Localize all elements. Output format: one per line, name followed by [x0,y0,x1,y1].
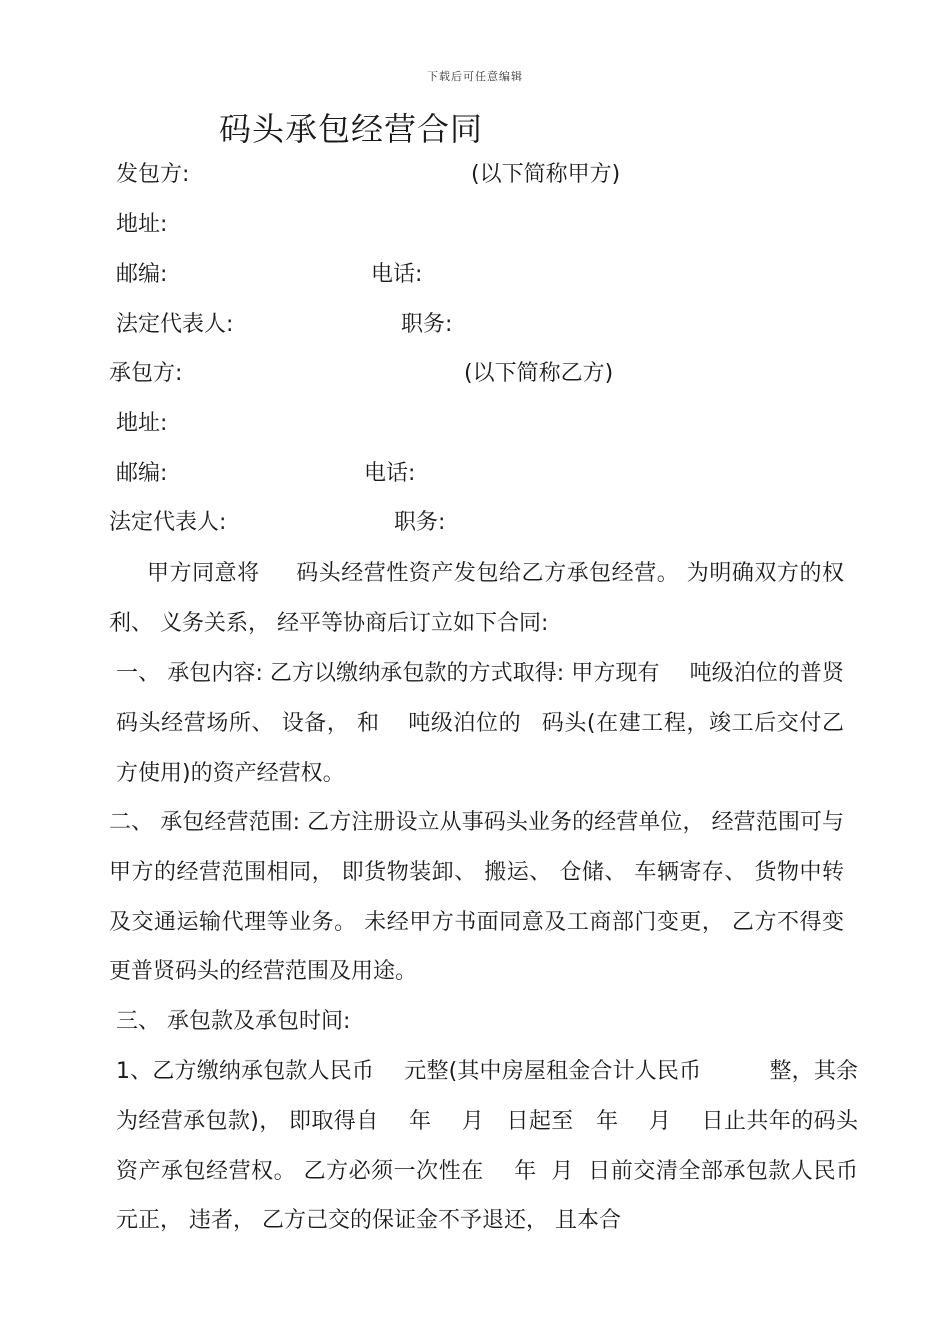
s3-text-b: 元整(其中房屋租金合计人民币 [404,1059,702,1084]
intro-text-2: 码头经营性资产发包给乙方承包经营。 为明确双方的权利、 义务关系， 经平等协商后订立如下合同: [109,561,844,636]
party-a-position-label: 职务: [401,312,453,337]
section-1-text-d: 码头(在建工程，竣工后交付乙方使用)的资产经营权。 [116,710,844,786]
party-a-rep-label: 法定代表人: [116,312,234,337]
party-b-postcode-label: 邮编: [116,461,168,486]
party-b-address-label: 地址: [116,411,168,436]
party-a-abbr: (以下简称甲方) [471,162,621,187]
section-2-paragraph: 二、 承包经营范围: 乙方注册设立从事码头业务的经营单位， 经营范围可与甲方的经营范围相同， 即货物装卸、 搬运、 仓储、 车辆寄存、 货物中转及交通运输代理等业务。 未经甲方书面同意及工商部门变更， 乙方不得变更普贤码头的经营范围及用途。 [109,810,844,985]
s3-text-d: 其余为经营承包款)， 即取得自 [116,1059,858,1134]
party-b-phone-label: 电话: [364,461,416,486]
section-1-paragraph [109,649,844,798]
section-3-item-1 [109,1047,858,1246]
s3-text-e: 年 [408,1108,432,1134]
s3-text-l: 年 [513,1158,537,1184]
party-a-phone-label: 电话: [371,262,423,287]
s3-text-h: 年 [595,1108,619,1134]
header-note: 下载后可任意编辑 [427,70,523,83]
s3-text-k: 年的码头资产承包经营权。 乙方必须一次性在 [116,1108,858,1184]
s3-text-g: 日起至 [506,1108,574,1134]
intro-paragraph [109,549,844,649]
section-3-title: 三、 承包款及承包时间: [116,1009,351,1034]
party-b-abbr: (以下简称乙方) [464,361,614,386]
section-1-text-a: 一、 承包内容: 乙方以缴纳承包款的方式取得: 甲方现有 [116,661,660,686]
s3-text-f: 月 [461,1108,485,1134]
intro-text-1: 甲方同意将 [147,561,260,586]
s3-text-c: 整， [769,1059,814,1084]
party-b-label: 承包方: [109,361,183,386]
section-1-text-c: 吨级泊位的 [407,710,522,736]
party-a-label: 发包方: [116,162,190,187]
s3-text-j: 日止共 [701,1108,769,1134]
s3-text-m: 月 [550,1158,574,1184]
party-a-postcode-label: 邮编: [116,262,168,287]
s3-text-a: 1、乙方缴纳承包款人民币 [116,1059,375,1084]
s3-text-n: 日前交清全部承包款人民币 元正， 违者， 乙方己交的保证金不予退还， 且本合 [116,1158,858,1234]
section-1-text-b: 吨级泊位的普贤码头经营场所、 设备， 和 [116,661,844,736]
party-b-position-label: 职务: [394,510,446,535]
party-b-rep-label: 法定代表人: [109,510,227,535]
s3-text-i: 月 [648,1108,672,1134]
party-a-address-label: 地址: [116,212,168,237]
document-title: 码头承包经营合同 [219,110,484,148]
